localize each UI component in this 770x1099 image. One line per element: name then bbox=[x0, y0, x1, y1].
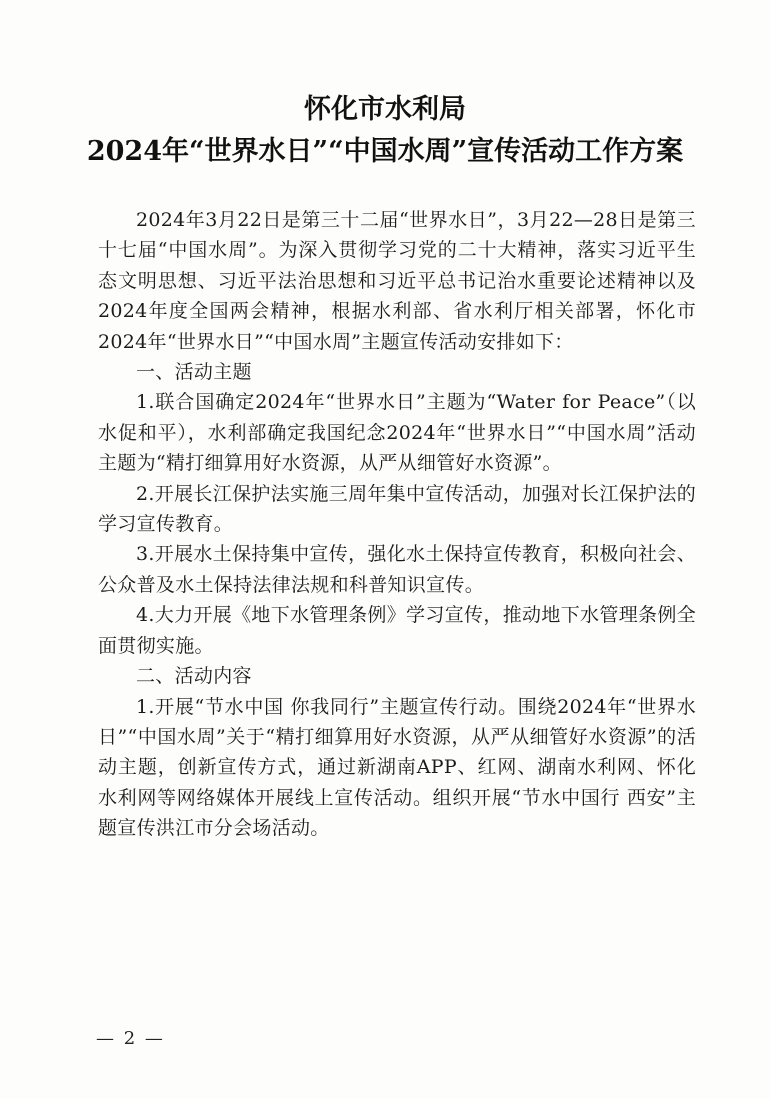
document-body bbox=[98, 205, 696, 844]
theme-item-4: 4.大力开展《地下水管理条例》学习宣传，推动地下水管理条例全面贯彻实施。 bbox=[98, 604, 696, 657]
intro-paragraph: 2024年3月22日是第三十二届“世界水日”，3月22—28日是第三十七届“中国水周”。为深入贯彻学习党的二十大精神，落实习近平生态文明思想、习近平法治思想和习近平总书记治水重要论述精神以及2024年度全国两会精神，根据水利部、省水利厅相关部署，怀化市2024年“世界水日”“中国水周”主题宣传活动安排如下： bbox=[98, 209, 696, 353]
document-title-line1: 怀化市水利局 bbox=[304, 94, 466, 125]
theme-item-3: 3.开展水土保持集中宣传，强化水土保持宣传教育，积极向社会、公众普及水土保持法律法规和科普知识宣传。 bbox=[98, 543, 696, 596]
content-item-1: 1.开展“节水中国 你我同行”主题宣传行动。围绕2024年“世界水日”“中国水周”关于“精打细算用好水资源，从严从细管好水资源”的活动主题，创新宣传方式，通过新湖南APP、红网、湖南水利网、怀化水利网等网络媒体开展线上宣传活动。组织开展“节水中国行 西安”主题宣传洪江市分会场活动。 bbox=[98, 695, 696, 840]
theme-item-2: 2.开展长江保护法实施三周年集中宣传活动，加强对长江保护法的学习宣传教育。 bbox=[98, 482, 696, 536]
page-number: — 2 — bbox=[96, 1028, 165, 1049]
section-heading-content: 二、活动内容 bbox=[136, 665, 252, 688]
section-heading-theme: 一、活动主题 bbox=[136, 361, 252, 384]
theme-item-1: 1.联合国确定2024年“世界水日”主题为“Water for Peace”（以水促和平），水利部确定我国纪念2024年“世界水日”“中国水周”活动主题为“精打细算用好水资源，从严从细管好水资源”。 bbox=[98, 391, 696, 475]
document-title-line2: 2024年“世界水日”“中国水周”宣传活动工作方案 bbox=[86, 136, 684, 167]
